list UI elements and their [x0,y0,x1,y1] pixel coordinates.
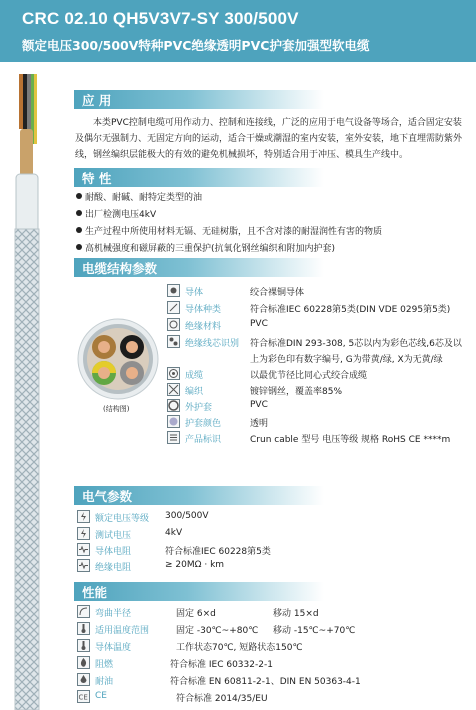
param-label: 产品标识 [185,435,222,445]
param-value: 符合标准IEC 60228第5类(DIN VDE 0295第5类) [250,305,451,315]
param-value: 绞合裸铜导体 [250,288,305,298]
param-label: 导体电阻 [95,547,132,557]
section-application [74,90,324,109]
insulation-resistance-icon [77,559,90,572]
list-item: 高机械强度和磁屏蔽的三重保护(抗氧化钢丝编织和附加内护套) [76,241,335,254]
svg-text:CE: CE [78,693,88,702]
conductor-resistance-icon [77,543,90,556]
section-heading: 性能 [82,585,108,600]
temperature-range-icon [77,622,90,635]
conductor-temperature-icon [77,639,90,652]
bullet-icon [76,227,82,233]
braid-icon [167,383,180,396]
section-features [74,168,324,187]
param-label: 导体 [185,288,204,298]
outer-sheath-icon [167,399,180,412]
title-banner [0,0,476,62]
param-value-2: 移动 15×d [273,609,319,619]
param-label: 导体温度 [95,643,132,653]
test-voltage-icon [77,527,90,540]
param-value: 固定 6×d [176,609,216,619]
param-label: 护套颜色 [185,419,222,429]
param-value: 上为彩色印有数字编号, G为带黄/绿, X为无黄/绿 [250,355,443,365]
param-label: 弯曲半径 [95,609,132,619]
section-electrical [74,486,324,505]
section-heading: 电缆结构参数 [82,261,158,276]
param-label: 额定电压等级 [95,514,150,524]
param-value: 镀锌钢丝，覆盖率85% [250,387,343,397]
param-value: 透明 [250,419,269,429]
list-item: 生产过程中所使用材料无镉、无硅树脂，且不含对漆的耐湿润性有害的物质 [76,224,382,237]
param-label: 阻燃 [95,660,114,670]
cable-image [6,74,46,710]
param-value: Crun cable 型号 电压等级 规格 RoHS CE ****m [250,435,451,445]
param-label: 导体种类 [185,305,222,315]
stranding-icon [167,367,180,380]
param-value: 以最优节径比同心式绞合成缆 [250,371,368,381]
bullet-icon [76,193,82,199]
param-label: 编织 [185,387,204,397]
param-value: 固定 -30℃~+80℃ [176,626,259,636]
conductor-class-icon [167,301,180,314]
ce-mark-icon [77,690,90,703]
param-value: PVC [250,319,268,329]
voltage-rating-icon [77,510,90,523]
diagram-caption: (结构图) [103,405,130,413]
sheath-color-icon [167,415,180,428]
list-item: 耐酸、耐碱、耐特定类型的油 [76,190,202,203]
conductor-icon [167,284,180,297]
param-label: 测试电压 [95,531,132,541]
param-value: PVC [250,400,268,410]
list-item: 出厂检测电压4kV [76,207,156,220]
page-subtitle: 额定电压300/500V特种PVC绝缘透明PVC护套加强型软电缆 [22,38,370,53]
param-value: 4kV [165,528,183,538]
param-label: CE [95,691,107,701]
cable-cross-section-diagram [77,318,159,400]
param-label: 适用温度范围 [95,626,150,636]
bullet-icon [76,244,82,250]
param-value: ≥ 20MΩ · km [165,560,225,570]
section-performance [74,582,324,601]
section-heading: 特 性 [82,171,112,186]
param-value: 符合标准DIN 293-308, 5芯以内为彩色芯线,6芯及以 [250,339,462,349]
flame-retardant-icon [77,656,90,669]
param-label: 外护套 [185,403,213,413]
param-value-2: 移动 -15℃~+70℃ [273,626,356,636]
param-value: 符合标准 EN 60811-2-1、DIN EN 50363-4-1 [170,677,361,687]
product-marking-icon [167,431,180,444]
param-value: 工作状态70℃, 短路状态150℃ [176,643,303,653]
section-heading: 电气参数 [82,489,133,504]
section-structure [74,258,324,277]
param-value: 符合标准IEC 60228第5类 [165,547,271,557]
core-identification-icon [167,335,180,348]
param-value: 符合标准 IEC 60332-2-1 [170,660,273,670]
param-label: 绝缘电阻 [95,563,132,573]
oil-resistance-icon [77,673,90,686]
bending-radius-icon [77,605,90,618]
insulation-icon [167,318,180,331]
param-label: 耐油 [95,677,114,687]
param-label: 成缆 [185,371,204,381]
param-value: 300/500V [165,511,209,521]
param-label: 绝缘材料 [185,322,222,332]
application-text: 本类PVC控制电缆可用作动力、控制和连接线，广泛的应用于电气设备等场合，适合固定安装及偶尔无强制力、无固定方向的运动，适合干燥或潮湿的室内安装，室外安装，地下直埋需防紫外线，钢丝编织层能极大的有效的避免机械损坏，特别适合用于冲压、模具生产线中。 [75,118,463,160]
section-heading: 应 用 [82,93,112,108]
page-title: CRC 02.10 QH5V3V7-SY 300/500V [22,9,299,28]
bullet-icon [76,210,82,216]
param-value: 符合标准 2014/35/EU [176,694,268,704]
param-label: 绝缘线芯识别 [185,339,240,349]
